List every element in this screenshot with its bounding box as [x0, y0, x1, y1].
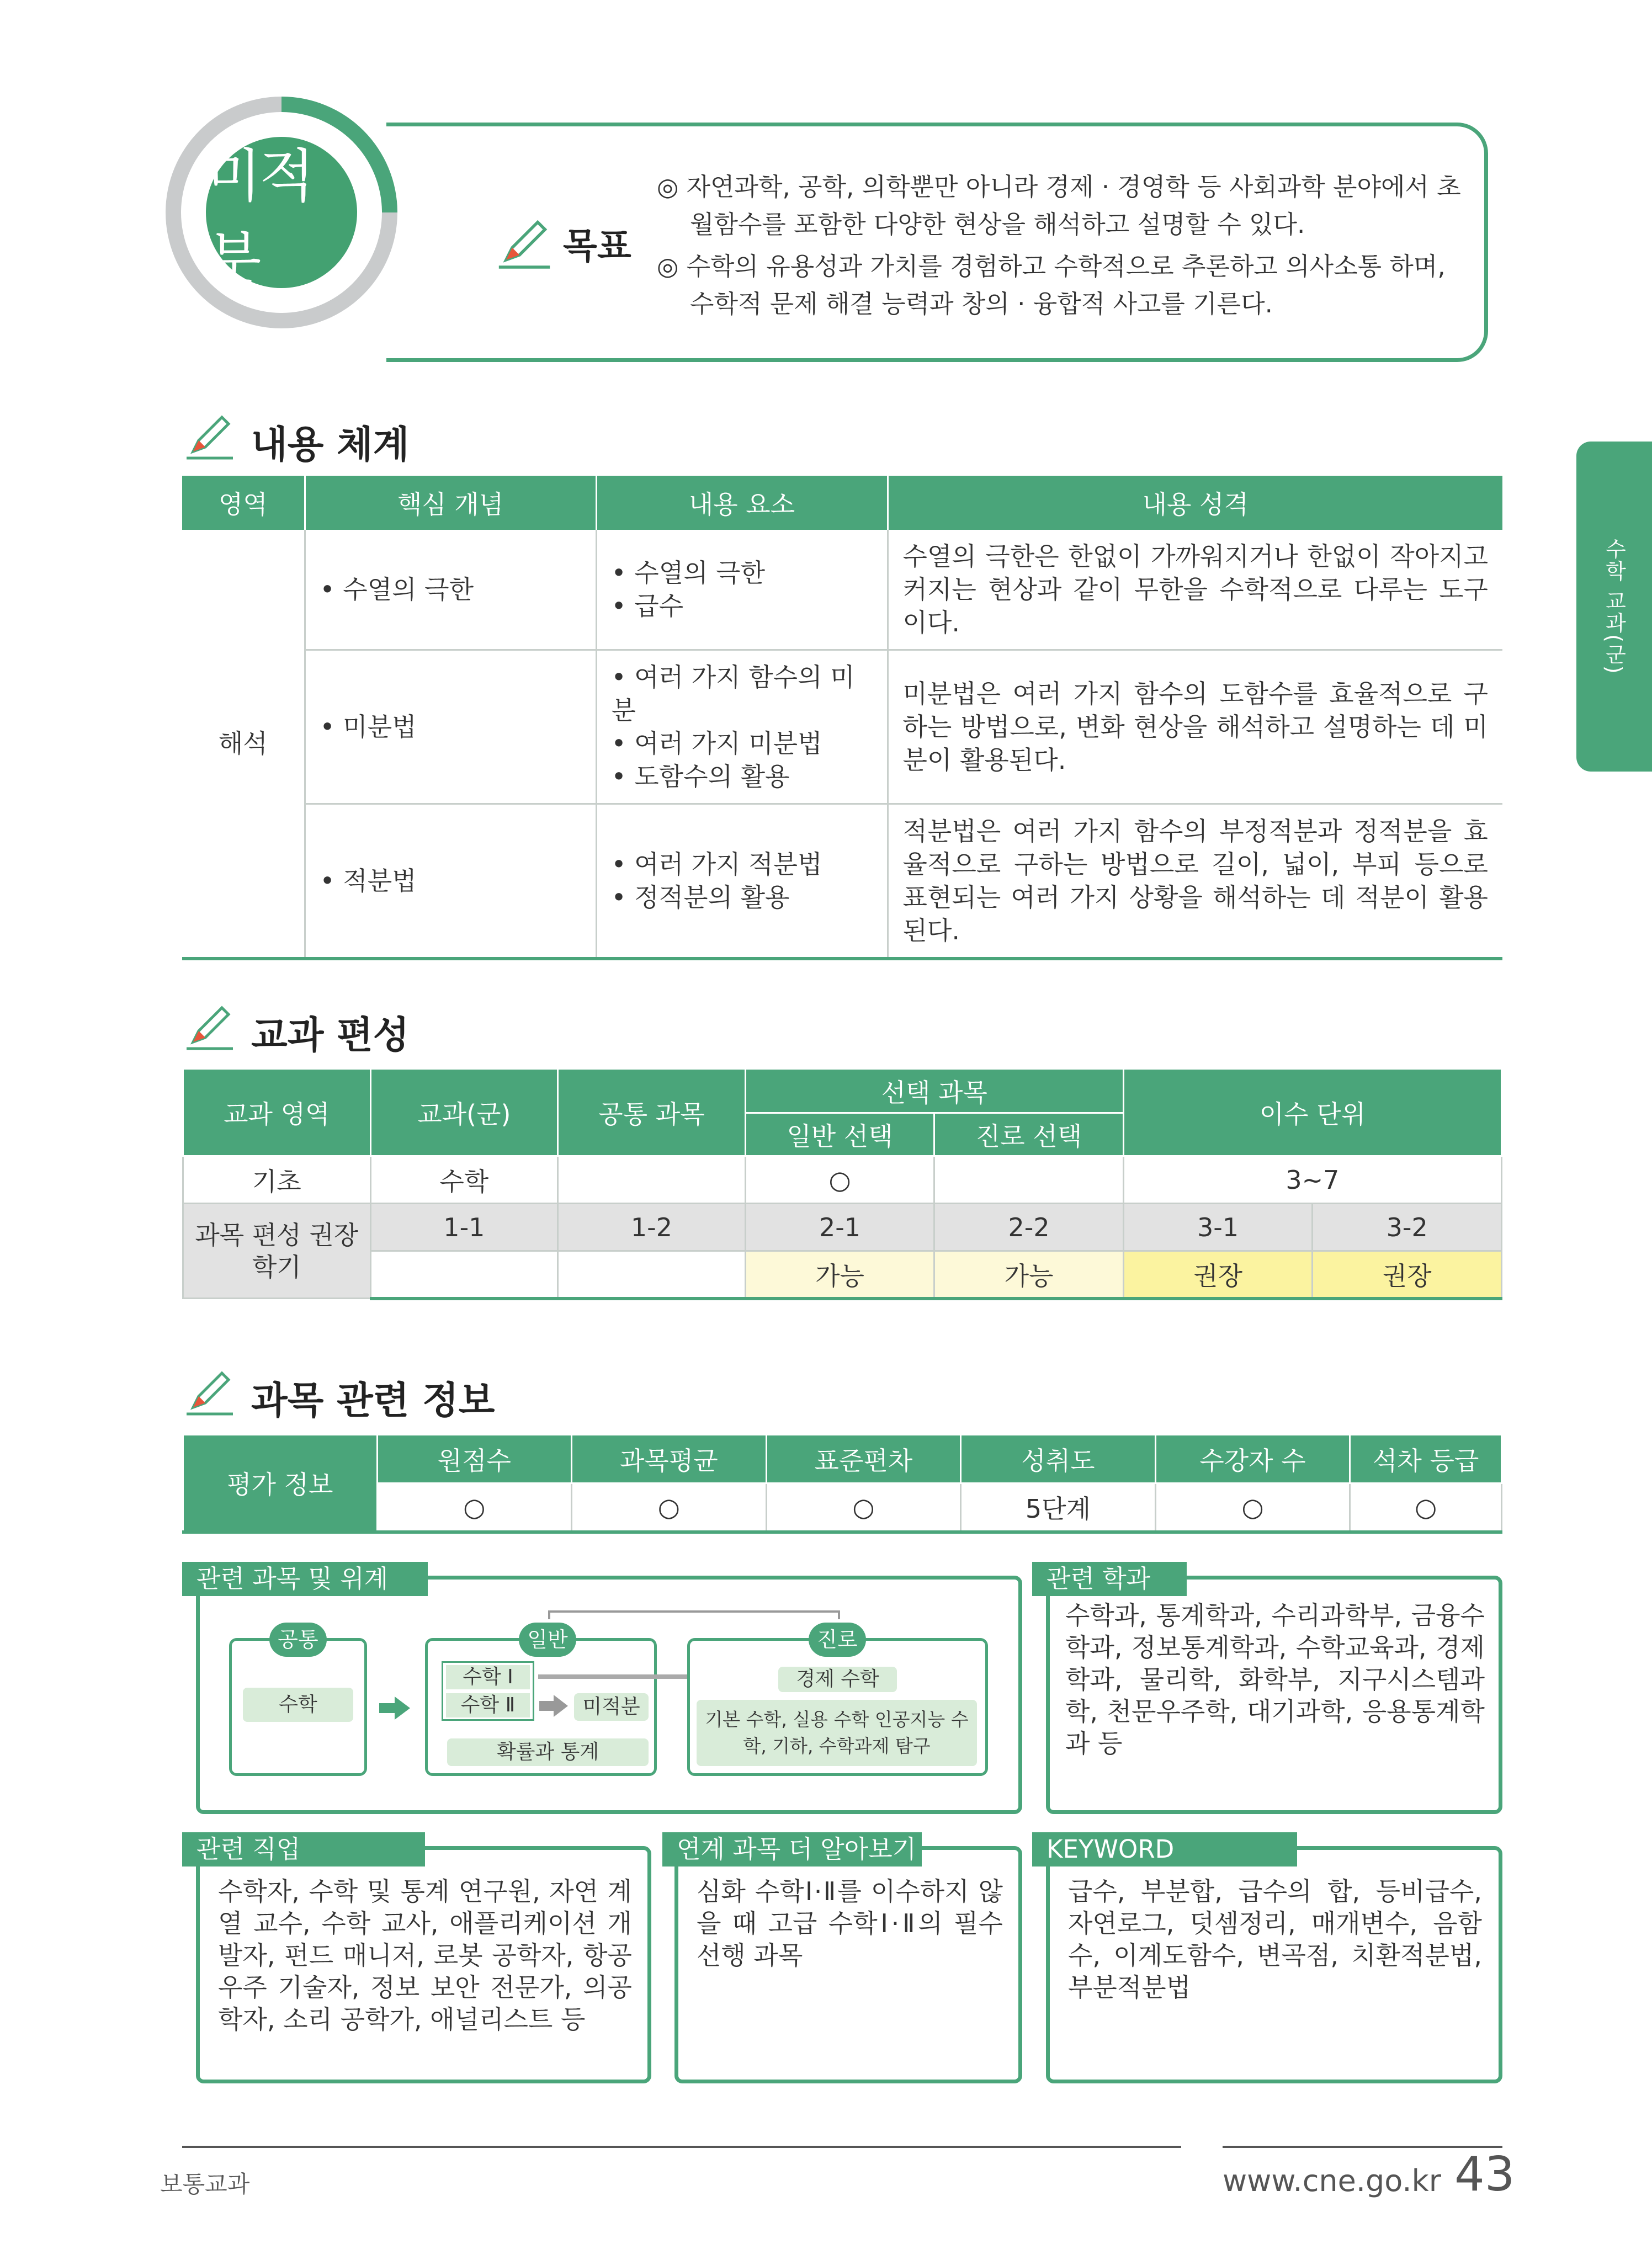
table-cell: ○	[1350, 1483, 1502, 1532]
table-header: 석차 등급	[1350, 1435, 1502, 1483]
element-item: • 여러 가지 적분법	[611, 849, 822, 879]
table-cell	[934, 1156, 1124, 1204]
flow-career-list: 기본 수학, 실용 수학 인공지능 수학, 기하, 수학과제 탐구	[697, 1700, 977, 1766]
nature-cell: 적분법은 여러 가지 함수의 부정적분과 정적분을 효율적으로 구하는 방법으로 길이, 넓이, 부피 등으로 표현되는 여러 가지 상황을 해석하는 데 적분이 활용된다.	[888, 804, 1502, 959]
footer-url[interactable]: www.cne.go.kr	[1223, 2163, 1442, 2198]
pencil-icon	[182, 1364, 237, 1419]
elements-cell	[596, 650, 888, 804]
table-header: 내용 요소	[596, 476, 888, 530]
table-cell: 과목 편성 권장 학기	[183, 1204, 371, 1299]
table-cell	[558, 1156, 746, 1204]
table-header: 영역	[182, 476, 305, 530]
title-ring-inner	[181, 112, 382, 313]
content-system-table	[182, 476, 1502, 960]
goal-item: ◎ 수학의 유용성과 가치를 경험하고 수학적으로 추론하고 의사소통 하며, 수학적 문제 해결 능력과 창의 · 융합적 사고를 기른다.	[657, 252, 1446, 318]
pencil-icon	[182, 999, 237, 1054]
concept-cell: • 적분법	[305, 804, 596, 959]
flow-econ: 경제 수학	[778, 1667, 897, 1692]
flow-career-label: 진로	[809, 1623, 866, 1657]
table-cell: 3~7	[1123, 1156, 1501, 1204]
table-header: 일반 선택	[745, 1113, 934, 1156]
elements-cell	[596, 804, 888, 959]
flow-calculus: 미적분	[574, 1693, 649, 1721]
concept-cell: • 미분법	[305, 650, 596, 804]
table-header: 진로 선택	[934, 1113, 1124, 1156]
flow-common-label: 공통	[269, 1623, 327, 1657]
footer-left: 보통교과	[160, 2171, 250, 2198]
area-cell: 해석	[182, 530, 305, 959]
curriculum-table	[182, 1068, 1502, 1300]
goal-item: ◎ 자연과학, 공학, 의학뿐만 아니라 경제 · 경영학 등 사회과학 분야에서 초월함수를 포함한 다양한 현상을 해석하고 설명할 수 있다.	[657, 172, 1461, 239]
table-header: 공통 과목	[558, 1069, 746, 1156]
section-title-content-system: 내용 체계	[251, 423, 410, 467]
table-header: 성취도	[961, 1435, 1156, 1483]
recommend-cell: 가능	[745, 1251, 934, 1299]
recommend-cell	[558, 1251, 746, 1299]
table-header: 원점수	[377, 1435, 572, 1483]
related-jobs-title: 관련 직업	[182, 1832, 425, 1867]
table-cell: 5단계	[961, 1483, 1156, 1532]
table-header: 교과 영역	[183, 1069, 371, 1156]
related-subjects-title: 관련 과목 및 위계	[182, 1562, 428, 1596]
title-ring	[166, 97, 397, 328]
arrow-right-icon	[538, 1693, 569, 1719]
table-header: 선택 과목	[745, 1069, 1123, 1113]
semester-cell: 3-1	[1123, 1204, 1313, 1251]
related-dept-title: 관련 학과	[1032, 1562, 1187, 1596]
element-item: • 수열의 극한	[611, 558, 766, 588]
table-cell: ○	[766, 1483, 961, 1532]
side-tab	[1576, 442, 1652, 772]
flow-prob: 확률과 통계	[447, 1738, 649, 1766]
element-item: • 정적분의 활용	[611, 882, 790, 912]
goal-label: 목표	[563, 226, 631, 267]
section-title-subject-info: 과목 관련 정보	[251, 1379, 495, 1423]
table-cell: ○	[745, 1156, 934, 1204]
table-cell: ○	[572, 1483, 767, 1532]
page-title: 미적분	[206, 137, 357, 288]
arrow-right-icon	[378, 1694, 411, 1722]
table-header: 수강자 수	[1155, 1435, 1350, 1483]
flow-math: 수학	[243, 1688, 353, 1722]
table-cell: ○	[377, 1483, 572, 1532]
table-header: 핵심 개념	[305, 476, 596, 530]
table-cell: 수학	[370, 1156, 558, 1204]
table-header: 내용 성격	[888, 476, 1502, 530]
table-header: 이수 단위	[1123, 1069, 1501, 1156]
semester-cell: 1-1	[370, 1204, 558, 1251]
table-header: 과목평균	[572, 1435, 767, 1483]
pencil-icon	[494, 212, 555, 273]
table-header: 표준편차	[766, 1435, 961, 1483]
flow-math1: 수학 Ⅰ	[446, 1665, 530, 1689]
element-item: • 도함수의 활용	[611, 762, 790, 791]
flow-general-label: 일반	[519, 1623, 576, 1657]
recommend-cell: 가능	[934, 1251, 1124, 1299]
recommend-cell: 권장	[1313, 1251, 1502, 1299]
linked-text: 심화 수학Ⅰ·Ⅱ를 이수하지 않을 때 고급 수학Ⅰ·Ⅱ의 필수 선행 과목	[697, 1876, 1003, 1970]
page-number: 43	[1454, 2147, 1515, 2202]
element-item: • 여러 가지 미분법	[611, 728, 822, 758]
semester-cell: 3-2	[1313, 1204, 1502, 1251]
element-item: • 여러 가지 함수의 미분	[611, 662, 855, 725]
nature-cell: 수열의 극한은 한없이 가까워지거나 한없이 작아지고 커지는 현상과 같이 무한을 수학적으로 다루는 도구이다.	[888, 530, 1502, 650]
nature-cell: 미분법은 여러 가지 함수의 도함수를 효율적으로 구하는 방법으로, 변화 현상을 해석하고 설명하는 데 미분이 활용된다.	[888, 650, 1502, 804]
linked-title: 연계 과목 더 알아보기	[662, 1832, 922, 1867]
table-header: 평가 정보	[183, 1435, 378, 1532]
flow-math2: 수학 Ⅱ	[446, 1693, 530, 1717]
pencil-icon	[182, 408, 237, 464]
footer-line	[182, 2146, 1181, 2148]
goal-text	[657, 168, 1468, 327]
recommend-cell: 권장	[1123, 1251, 1313, 1299]
keyword-title: KEYWORD	[1032, 1832, 1297, 1867]
semester-cell: 1-2	[558, 1204, 746, 1251]
semester-cell: 2-1	[745, 1204, 934, 1251]
element-item: • 급수	[611, 591, 684, 621]
side-tab-label: 수학 교과(군)	[1602, 538, 1626, 675]
elements-cell	[596, 530, 888, 650]
table-header: 교과(군)	[370, 1069, 558, 1156]
table-cell: ○	[1155, 1483, 1350, 1532]
keyword-text: 급수, 부분합, 급수의 합, 등비급수, 자연로그, 덧셈정리, 매개변수, 음함수, 이계도함수, 변곡점, 치환적분법, 부분적분법	[1068, 1876, 1482, 2002]
table-cell: 기초	[183, 1156, 371, 1204]
related-dept-text: 수학과, 통계학과, 수리과학부, 금융수학과, 정보통계학과, 수학교육과, 경제학과, 물리학, 화학부, 지구시스템과학, 천문우주학, 대기과학, 응용통계학과 등	[1065, 1600, 1485, 1758]
evaluation-table	[182, 1434, 1502, 1534]
concept-cell: • 수열의 극한	[305, 530, 596, 650]
related-jobs-text: 수학자, 수학 및 통계 연구원, 자연 계열 교수, 수학 교사, 애플리케이션 개발자, 펀드 매니저, 로봇 공학자, 항공우주 기술자, 정보 보안 전문가, 의공학자, 소리 공학가, 애널리스트 등	[218, 1876, 632, 2034]
section-title-curriculum: 교과 편성	[251, 1014, 410, 1057]
semester-cell: 2-2	[934, 1204, 1124, 1251]
recommend-cell	[370, 1251, 558, 1299]
